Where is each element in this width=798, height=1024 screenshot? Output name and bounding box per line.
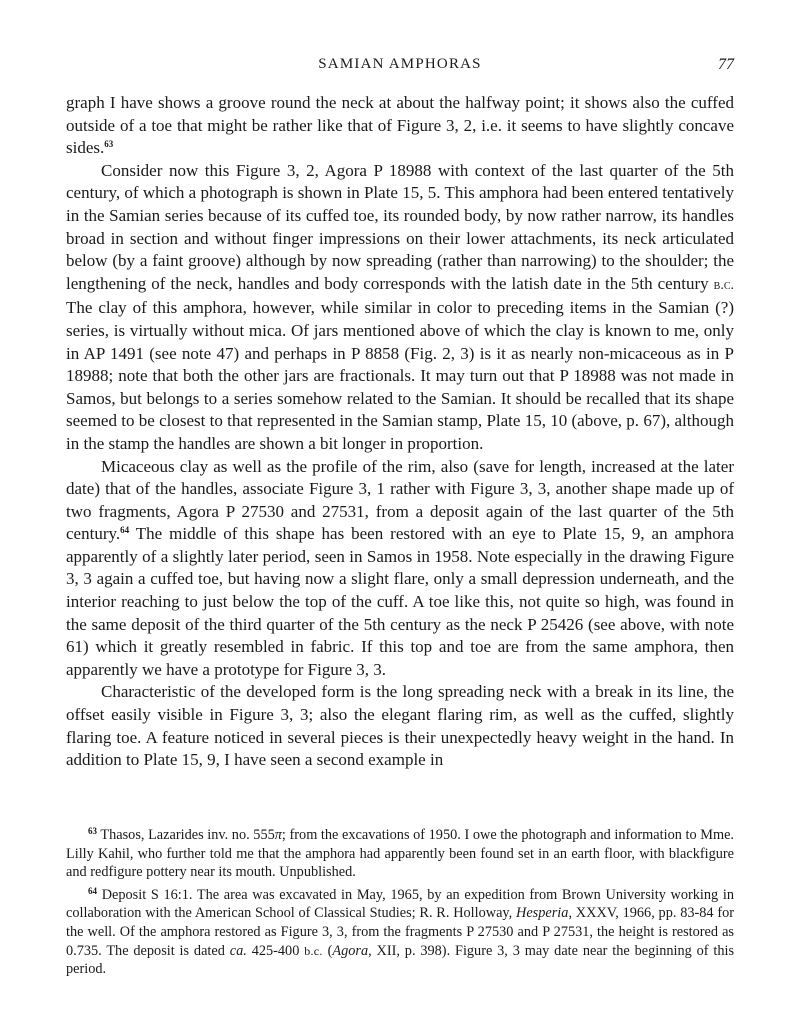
footnote-64-number: 64 bbox=[88, 885, 97, 896]
footnotes bbox=[66, 822, 734, 979]
page-header bbox=[66, 56, 734, 78]
footnote-64-text-e: , XII, p. 398). Figure 3, 3 may date near the beginning of this period. bbox=[66, 942, 735, 978]
footnote-64-era: b.c. bbox=[304, 943, 323, 958]
footnote-64-text-a: Deposit S 16:1. The area was excavated in May, 1965, by an expedition from Brown University working in collaboration with the American School of Classical Studies; R. R. Holloway, bbox=[66, 886, 734, 922]
footnote-63-text: ; from the excavations of 1950. I owe the photograph and information to Mme. Lilly Kahil, who further told me that the amphora had apparently been found set in an earth floor, with blackfigure and redfigure pottery near its mouth. Unpublished. bbox=[66, 827, 734, 881]
paragraph-1-text: graph I have shows a groove round the neck at about the halfway point; it shows also the cuffed outside of a toe that might be rather like that of Figure 3, 2, i.e. it seems to have slightly concave sides. bbox=[66, 93, 734, 158]
paragraph-3-text-b: The middle of this shape has been restored with an eye to Plate 15, 9, an amphora apparently of a slightly later period, seen in Samos in 1958. Note especially in the drawing Figure 3, 3 again a cuffed toe, but having now a slight flare, only a small depression underneath, and the interior reaching to just below the top of the cuff. A toe like this, not quite so high, was found in the same deposit of the third quarter of the 5th century as the neck P 25426 (see above, with note 61) which it greatly resembled in fabric. If this top and toe are from the same amphora, then apparently we have a prototype for Figure 3, 3. bbox=[66, 524, 734, 679]
paragraph-2-text-b: The clay of this amphora, however, while similar in color to preceding items in the Samian (?) series, is virtually without mica. Of jars mentioned above of which the clay is known to me, only in AP 1491 (see note 47) and perhaps in P 8858 (Fig. 2, 3) is it as nearly non-micaceous as in P 18988; note that both the other jars are fractionals. It may turn out that P 18988 was not made in Samos, but belongs to a series somehow related to the Samian. It should be recalled that its shape seemed to be closest to that represented in the Samian stamp, Plate 15, 10 (above, p. 67), although in the stamp the handles are shown a bit longer in proportion. bbox=[66, 298, 734, 453]
paragraph-4: Characteristic of the developed form is the long spreading neck with a break in its line, the offset easily visible in Figure 3, 3; also the elegant flaring rim, as well as the cuffed, slightly flaring toe. A feature noticed in several pieces is their unexpectedly heavy weight in the hand. In addition to Plate 15, 9, I have seen a second example in bbox=[66, 682, 734, 770]
footnote-64-ca: ca. bbox=[229, 942, 247, 959]
paragraph-2-text-a: Consider now this Figure 3, 2, Agora P 18988 with context of the last quarter of the 5th century, of which a photograph is shown in Plate 15, 5. This amphora had been entered tentatively in the Samian series because of its cuffed toe, its rounded body, by now rather narrow, its handles broad in section and without finger impressions on their lower attachments, its neck articulated below (by a faint groove) although by now spreading (rather than narrowing) to the shoulder; the lengthening of the neck, handles and body corresponds with the latish date in the 5th century bbox=[66, 160, 734, 293]
paragraph-2 bbox=[66, 160, 734, 456]
footnote-ref-64[interactable]: 64 bbox=[120, 525, 130, 536]
main-text bbox=[66, 92, 734, 772]
footnote-63-number: 63 bbox=[88, 826, 97, 836]
running-title: SAMIAN AMPHORAS bbox=[318, 56, 482, 72]
paragraph-1 bbox=[66, 92, 734, 160]
footnote-64-text-c: 425-400 bbox=[251, 942, 300, 959]
footnote-64-text-b: , XXXV, 1966, pp. 83-84 for the well. Of the amphora restored as Figure 3, 3, from the fragments P 27530 and P 27531, the height is restored as 0.735. The deposit is dated bbox=[66, 905, 734, 959]
footnote-63-pi: π bbox=[274, 827, 282, 843]
footnote-63 bbox=[66, 822, 734, 882]
footnote-64-text-d: ( bbox=[327, 942, 333, 959]
footnote-64-journal: Hesperia bbox=[516, 905, 569, 922]
footnote-64-agora: Agora bbox=[332, 942, 369, 959]
paragraph-3-text-a: Micaceous clay as well as the profile of the rim, also (save for length, increased at the later date) that of the handles, associate Figure 3, 1 rather with Figure 3, 3, another shape made up of two fragments, Agora P 27530 and 27531, from a deposit again of the last quarter of the 5th century. bbox=[66, 456, 734, 544]
era-abbreviation: b.c. bbox=[713, 277, 734, 293]
footnote-64 bbox=[66, 882, 734, 979]
paragraph-3 bbox=[66, 456, 734, 682]
page-number: 77 bbox=[718, 56, 734, 73]
footnote-63-inv: Thasos, Lazarides inv. no. 555 bbox=[100, 827, 275, 843]
footnote-ref-63[interactable]: 63 bbox=[104, 139, 114, 150]
